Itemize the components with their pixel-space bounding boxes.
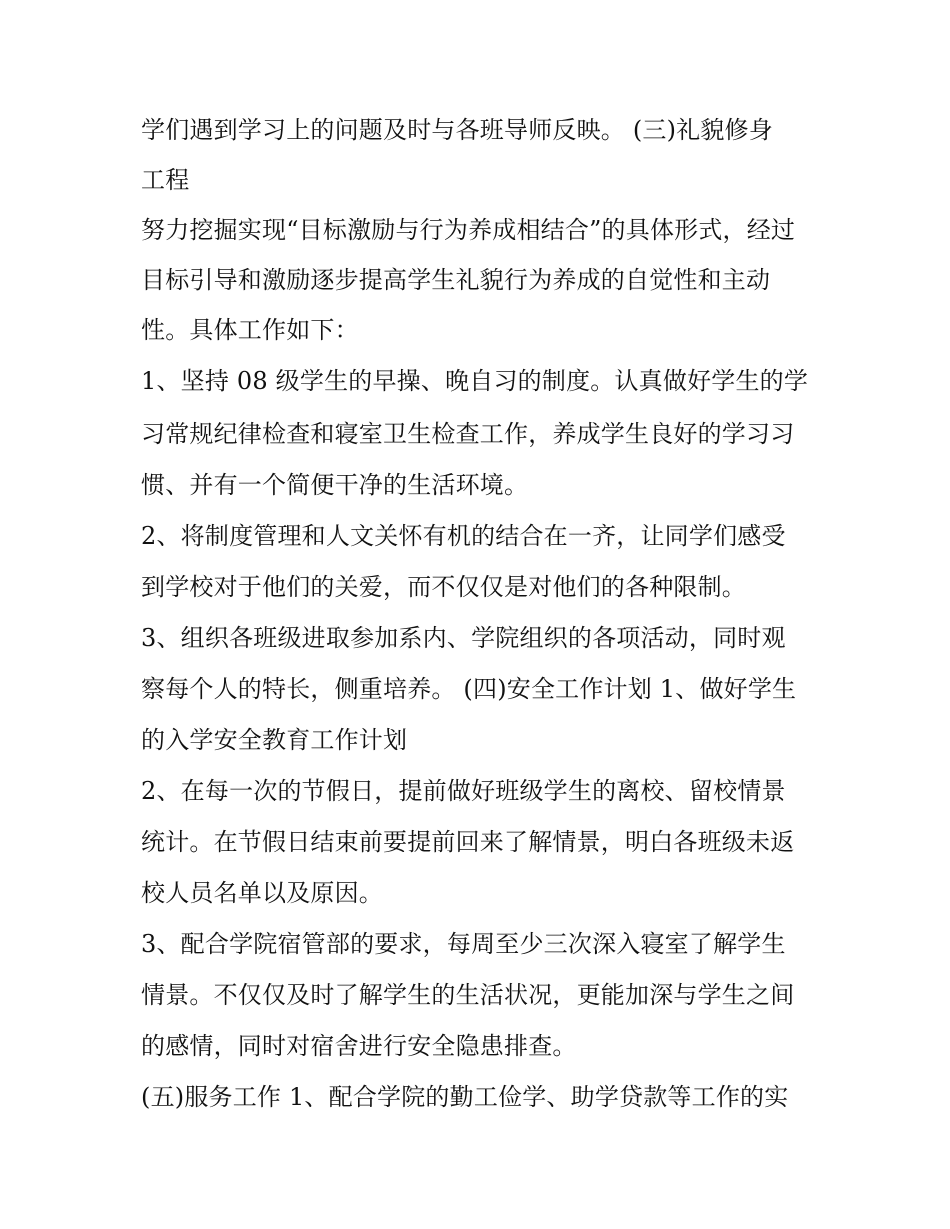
text-line: 努力挖掘实现“目标激励与行为养成相结合”的具体形式，经过 xyxy=(141,216,796,244)
text-line: 1、坚持 08 级学生的早操、晚自习的制度。认真做好学生的学 xyxy=(141,367,809,395)
text-line: 习常规纪律检查和寝室卫生检查工作，养成学生良好的学习习 xyxy=(141,420,795,448)
text-line: 工程 xyxy=(141,166,190,194)
text-line: 3、组织各班级进取参加系内、学院组织的各项活动，同时观 xyxy=(141,624,786,652)
text-line: 察每个人的特长，侧重培养。 (四)安全工作计划 1、做好学生 xyxy=(141,675,797,703)
text-line: (五)服务工作 1、配合学院的勤工俭学、助学贷款等工作的实 xyxy=(141,1083,789,1111)
text-line: 的感情，同时对宿舍进行安全隐患排查。 xyxy=(141,1032,577,1060)
text-line: 3、配合学院宿管部的要求，每周至少三次深入寝室了解学生 xyxy=(141,930,786,958)
text-line: 2、在每一次的节假日，提前做好班级学生的离校、留校情景 xyxy=(141,777,786,805)
text-line: 校人员名单以及原因。 xyxy=(141,879,383,907)
text-line: 的入学安全教育工作计划 xyxy=(141,726,408,754)
text-line: 2、将制度管理和人文关怀有机的结合在一齐，让同学们感受 xyxy=(141,522,786,550)
text-line: 到学校对于他们的关爱，而不仅仅是对他们的各种限制。 xyxy=(141,573,746,601)
text-line: 目标引导和激励逐步提高学生礼貌行为养成的自觉性和主动 xyxy=(141,266,771,294)
text-line: 惯、并有一个简便干净的生活环境。 xyxy=(141,471,529,499)
text-line: 情景。不仅仅及时了解学生的生活状况，更能加深与学生之间 xyxy=(141,981,795,1009)
text-line: 学们遇到学习上的问题及时与各班导师反映。 (三)礼貌修身 xyxy=(141,116,773,144)
text-line: 统计。在节假日结束前要提前回来了解情景，明白各班级未返 xyxy=(141,828,795,856)
text-line: 性。具体工作如下： xyxy=(141,316,359,344)
